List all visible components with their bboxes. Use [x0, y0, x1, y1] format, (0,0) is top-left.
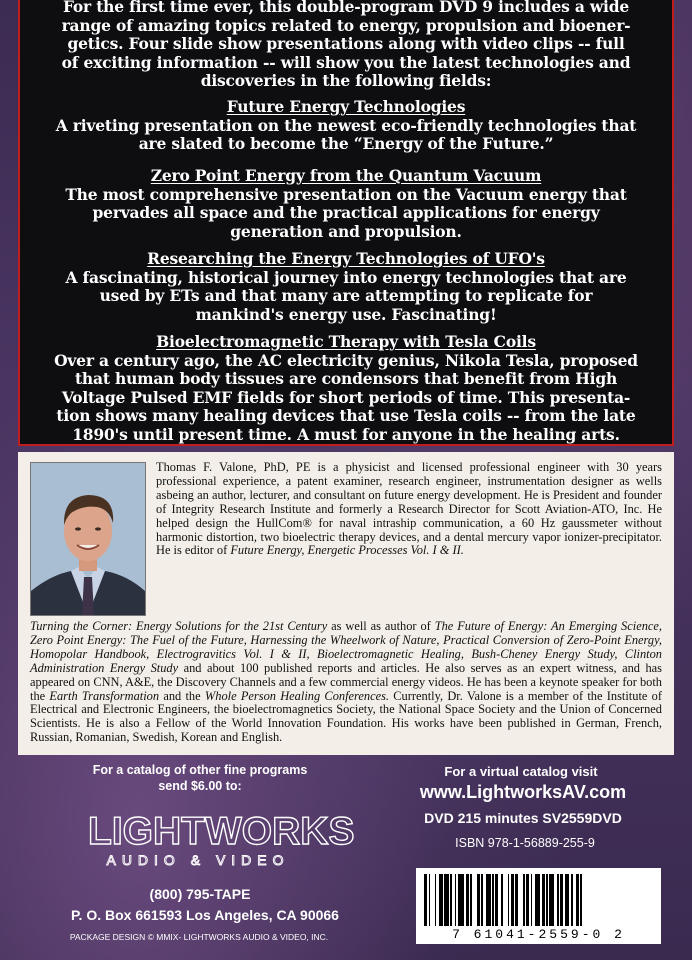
- lightworks-logo-sub: AUDIO & VIDEO: [106, 852, 290, 868]
- intro-line: getics. Four slide show presentations along with video clips -- full: [67, 34, 625, 53]
- bio-text: and about 100 published reports and articles. He also serves as an expert witness, and has appeared on CNN, A&E, the Discovery Channels and a few commercial energy videos. He has been a keynote speaker for both the: [30, 660, 662, 703]
- section-heading: Zero Point Energy from the Quantum Vacuum: [150, 166, 542, 185]
- bio-text: Thomas F. Valone, PhD, PE is a physicist and licensed professional engineer with 30 years professional experience, a patent examiner, research engineer, instrumentation designer as wells asbeing an author, lecturer, and consultant on future energy development. He is President and founder of Integrity Research Institute and formerly a Research Director for Scott Aviation-ATO, Inc. He helped design the HullCom® for naval intraship communication, a 60 Hz gaussmeter without harmonic distortion, two bioelectric therapy devices, and a dental mercury vapor ionizer-precipitator. He is editor of: [156, 460, 662, 558]
- intro-text: [24, 0, 668, 91]
- bio-book-title: Future Energy, Energetic Processes Vol. I & II.: [230, 543, 464, 558]
- lightworks-logo: LIGHTWORKS: [88, 810, 355, 853]
- intro-line: discoveries in the following fields:: [200, 71, 492, 90]
- barcode-number: 7 61041-2559-0 2: [452, 927, 625, 942]
- section-heading: Bioelectromagnetic Therapy with Tesla Coils: [156, 332, 536, 351]
- barcode-bars: [424, 874, 653, 926]
- section-line: are slated to become the “Energy of the Future.”: [138, 134, 554, 153]
- section-line: A fascinating, historical journey into energy technologies that are: [65, 267, 627, 287]
- section-body: [24, 186, 668, 242]
- section-line: used by ETs and that many are attempting to replicate for: [99, 286, 593, 305]
- bio-paragraph-bottom: [30, 620, 662, 745]
- section-body: [24, 269, 668, 325]
- section-heading: Researching the Energy Technologies of UFO's: [147, 249, 545, 268]
- section-line: generation and propulsion.: [230, 221, 462, 241]
- package-credit: PACKAGE DESIGN © MMIX- LIGHTWORKS AUDIO & VIDEO, INC.: [69, 932, 329, 942]
- intro-line: of exciting information -- will show you the latest technologies and: [61, 52, 631, 72]
- bio-text: and the: [159, 688, 205, 703]
- author-photo: [30, 462, 146, 616]
- section-line: A riveting presentation on the newest eco-friendly technologies that: [55, 115, 637, 135]
- section-heading: Future Energy Technologies: [226, 97, 466, 116]
- section-body: [24, 117, 668, 154]
- bio-book-title: Turning the Corner: Energy Solutions for the 21st Century: [30, 619, 328, 633]
- bio-paragraph-top: [156, 461, 662, 558]
- catalog-offer: [80, 762, 320, 794]
- section-line: Voltage Pulsed EMF fields for short periods of time. This presenta-: [61, 387, 631, 407]
- phone-number: (800) 795-TAPE: [149, 886, 251, 902]
- section-line: tion shows many healing devices that use Tesla coils -- from the late: [56, 406, 636, 425]
- mailing-address: P. O. Box 661593 Los Angeles, CA 90066: [71, 907, 339, 923]
- bio-text: Currently, Dr. Valone is a member of the Institute of Electrical and Electronic Engineers, the bioelectromagnetics Society, the National Space Society and the Union of Concerned Scientists. He is also a Fellow of the World Innovation Foundation. His works have been published in German, French, Russian, Romanian, Swedish, Korean and English.: [30, 688, 662, 745]
- author-bio-panel: [18, 452, 674, 755]
- section-line: 1890's until present time. A must for anyone in the healing arts.: [72, 424, 620, 444]
- section-zero-point: [24, 167, 668, 241]
- virtual-catalog-label: For a virtual catalog visit: [444, 764, 598, 779]
- website-url: www.LightworksAV.com: [419, 782, 627, 802]
- bio-text: as well as author of: [327, 619, 435, 633]
- section-line: Over a century ago, the AC electricity genius, Nikola Tesla, proposed: [54, 350, 638, 370]
- section-tesla: [24, 333, 668, 444]
- dvd-info: DVD 215 minutes SV2559DVD: [424, 810, 622, 826]
- section-body: [24, 352, 668, 445]
- isbn: ISBN 978-1-56889-255-9: [455, 836, 595, 850]
- catalog-offer-line: For a catalog of other fine programs: [92, 763, 308, 777]
- section-line: pervades all space and the practical applications for energy: [92, 203, 600, 222]
- section-future-energy: [24, 98, 668, 154]
- catalog-offer-line: send $6.00 to:: [158, 779, 242, 793]
- section-line: mankind's energy use. Fascinating!: [195, 304, 497, 324]
- bio-conference: Whole Person Healing Conferences.: [204, 688, 390, 703]
- section-line: The most comprehensive presentation on the Vacuum energy that: [65, 184, 627, 204]
- barcode: [416, 868, 661, 944]
- intro-line: For the first time ever, this double-program DVD 9 includes a wide: [62, 0, 630, 16]
- bio-book-titles: The Future of Energy: An Emerging Science, Zero Point Energy: The Fuel of the Future, Harnessing the Wheelwork of Nature, Practical Conversion of Zero-Point Energy, Homopolar Handbook, Electrogravitics Vol. I & II, Bioelectromagnetic Healing, Bush-Cheney Energy Study, Clinton Administration Energy Study: [30, 619, 662, 675]
- section-line: that human body tissues are condensors that benefit from High: [74, 369, 618, 388]
- bio-conference: Earth Transformation: [49, 688, 160, 703]
- section-ufo: [24, 250, 668, 324]
- intro-line: range of amazing topics related to energy, propulsion and bioener-: [61, 15, 631, 35]
- barcode-bar: [582, 874, 587, 926]
